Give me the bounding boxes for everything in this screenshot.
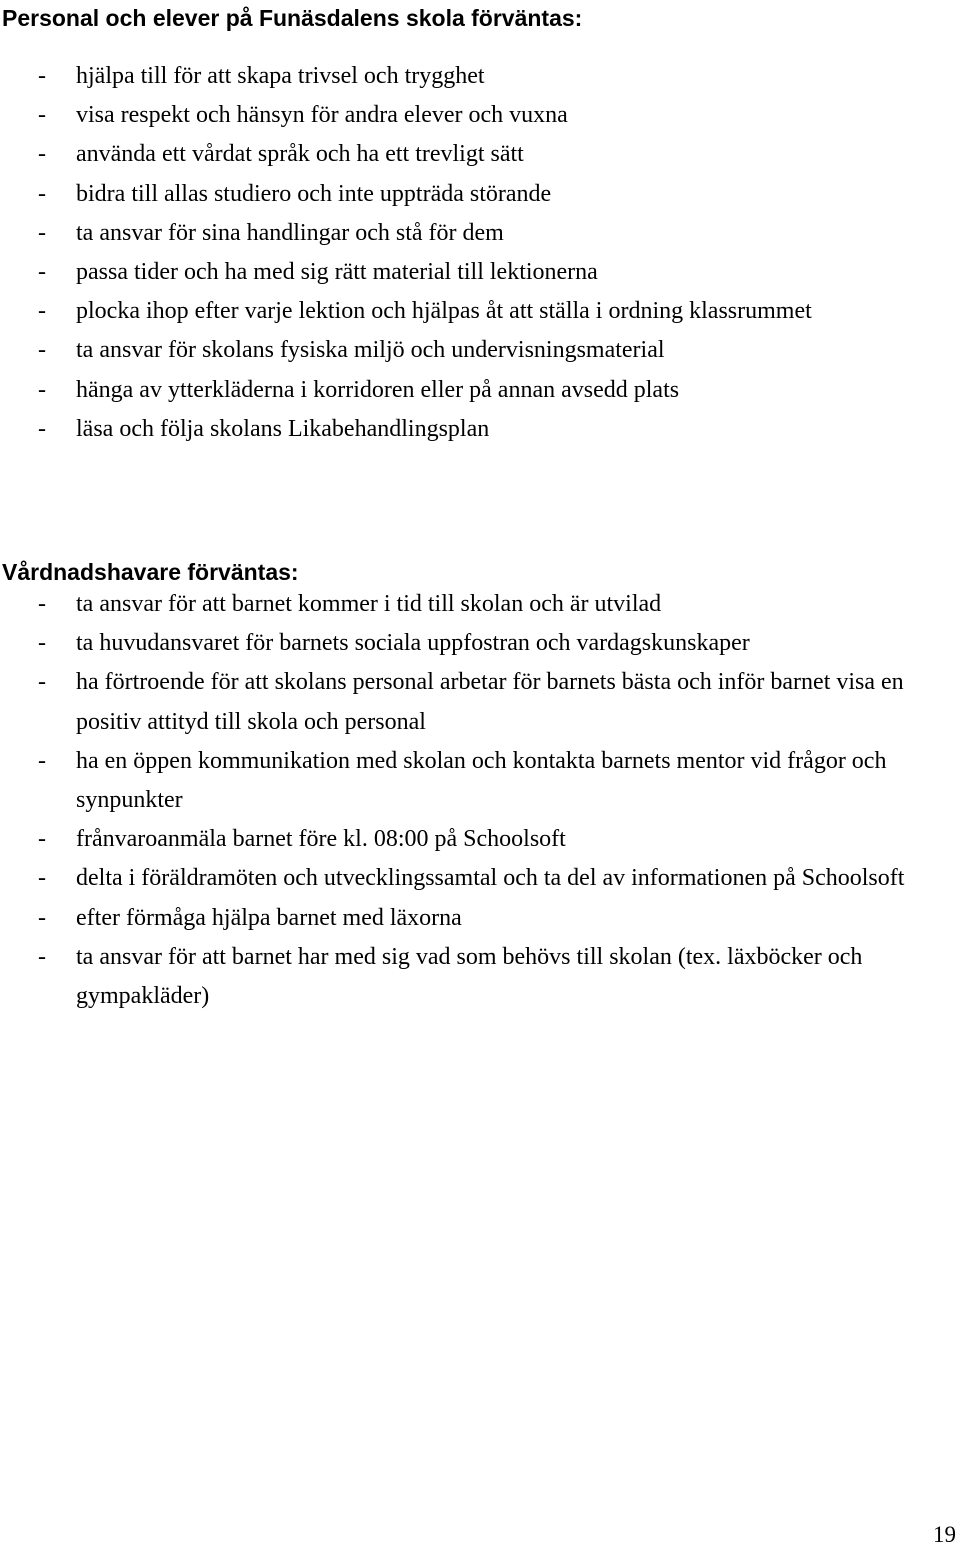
list-item: - plocka ihop efter varje lektion och hjälpas åt att ställa i ordning klassrummet bbox=[0, 292, 960, 331]
dash-bullet: - bbox=[38, 337, 46, 364]
list-item: - efter förmåga hjälpa barnet med läxorna bbox=[0, 899, 960, 938]
guardians-expectations-list bbox=[0, 585, 960, 1016]
list-item: - passa tider och ha med sig rätt material till lektionerna bbox=[0, 253, 960, 292]
dash-bullet: - bbox=[38, 826, 46, 853]
list-item: - ha förtroende för att skolans personal arbetar för barnets bästa och inför barnet visa en positiv attityd till skola och personal bbox=[0, 663, 960, 741]
dash-bullet: - bbox=[38, 747, 46, 774]
list-item: - läsa och följa skolans Likabehandlingsplan bbox=[0, 410, 960, 449]
dash-bullet: - bbox=[38, 141, 46, 168]
list-item: - hjälpa till för att skapa trivsel och trygghet bbox=[0, 57, 960, 96]
list-item: - hänga av ytterkläderna i korridoren eller på annan avsedd plats bbox=[0, 371, 960, 410]
list-item: - bidra till allas studiero och inte uppträda störande bbox=[0, 175, 960, 214]
page-number: 19 bbox=[933, 1522, 956, 1547]
dash-bullet: - bbox=[38, 904, 46, 931]
section-heading-staff-students: Personal och elever på Funäsdalens skola förväntas: bbox=[2, 5, 583, 31]
dash-bullet: - bbox=[38, 219, 46, 246]
list-item: - ha en öppen kommunikation med skolan och kontakta barnets mentor vid frågor och synpunkter bbox=[0, 742, 960, 820]
dash-bullet: - bbox=[38, 259, 46, 286]
list-item: - frånvaroanmäla barnet före kl. 08:00 på Schoolsoft bbox=[0, 820, 960, 859]
dash-bullet: - bbox=[38, 102, 46, 129]
dash-bullet: - bbox=[38, 63, 46, 89]
list-item: - ta ansvar för sina handlingar och stå för dem bbox=[0, 214, 960, 253]
list-item: - delta i föräldramöten och utvecklingssamtal och ta del av informationen på Schoolsoft bbox=[0, 859, 960, 898]
dash-bullet: - bbox=[38, 180, 46, 207]
list-item: - använda ett vårdat språk och ha ett trevligt sätt bbox=[0, 135, 960, 174]
list-item: - ta huvudansvaret för barnets sociala uppfostran och vardagskunskaper bbox=[0, 624, 960, 663]
dash-bullet: - bbox=[38, 298, 46, 325]
dash-bullet: - bbox=[38, 669, 46, 696]
staff-students-expectations-list bbox=[0, 57, 960, 449]
section-heading-guardians: Vårdnadshavare förväntas: bbox=[2, 559, 299, 585]
list-item: - visa respekt och hänsyn för andra elever och vuxna bbox=[0, 96, 960, 135]
list-item: - ta ansvar för att barnet kommer i tid till skolan och är utvilad bbox=[0, 585, 960, 624]
dash-bullet: - bbox=[38, 630, 46, 657]
dash-bullet: - bbox=[38, 376, 46, 403]
dash-bullet: - bbox=[38, 591, 46, 617]
dash-bullet: - bbox=[38, 415, 46, 442]
dash-bullet: - bbox=[38, 943, 46, 970]
list-item: - ta ansvar för att barnet har med sig vad som behövs till skolan (tex. läxböcker och gympakläder) bbox=[0, 938, 960, 1016]
list-item: - ta ansvar för skolans fysiska miljö och undervisningsmaterial bbox=[0, 331, 960, 370]
dash-bullet: - bbox=[38, 865, 46, 892]
